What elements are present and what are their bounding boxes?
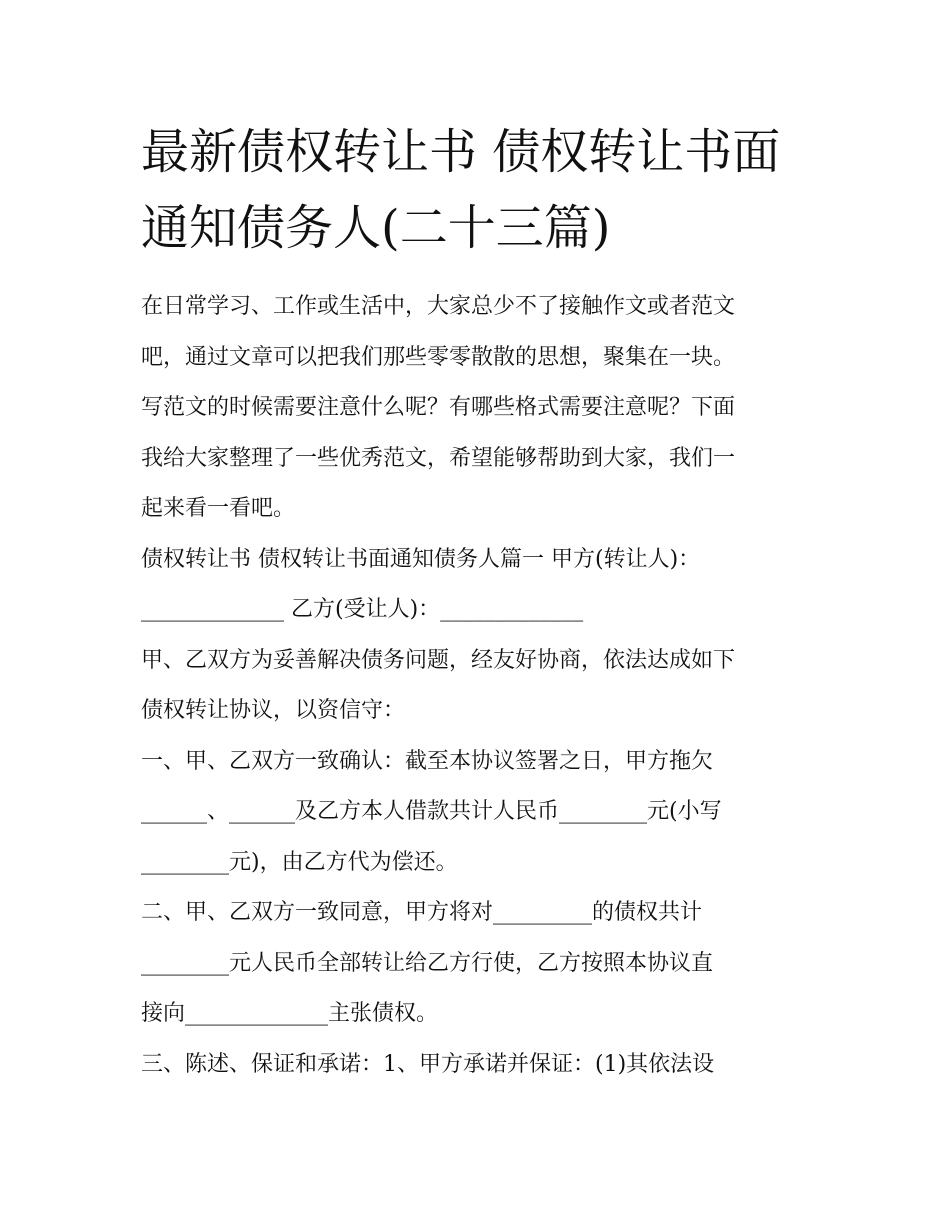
title-line: 通知债务人(二十三篇) [141, 200, 611, 256]
body-line: 三、陈述、保证和承诺：1、甲方承诺并保证：(1)其依法设 [141, 1051, 715, 1077]
document-page [141, 114, 821, 1090]
body-line: ________元人民币全部转让给乙方行使，乙方按照本协议直 [141, 950, 714, 976]
body-line: 债权转让书 债权转让书面通知债务人篇一 甲方(转让人)： [141, 546, 701, 572]
body-line: ______、______及乙方本人借款共计人民币________元(小写 [141, 799, 722, 824]
body-line: 我给大家整理了一些优秀范文，希望能够帮助到大家，我们一 [141, 445, 736, 471]
body-line: _____________ 乙方(受让人)：_____________ [141, 597, 584, 622]
body-line: 起来看一看吧。 [141, 496, 296, 521]
body-line: 在日常学习、工作或生活中，大家总少不了接触作文或者范文 [141, 294, 736, 319]
body-line: 一、甲、乙双方一致确认：截至本协议签署之日，甲方拖欠 [141, 748, 714, 774]
document-body [141, 282, 821, 1090]
body-line: 写范文的时候需要注意什么呢？有哪些格式需要注意呢？下面 [141, 395, 736, 420]
body-line: 接向_____________主张债权。 [141, 1001, 439, 1026]
body-line: ________元)，由乙方代为偿还。 [141, 849, 458, 875]
body-line: 吧，通过文章可以把我们那些零零散散的思想，聚集在一块。 [141, 344, 736, 370]
document-title [141, 114, 821, 266]
title-line: 最新债权转让书 债权转让书面 [141, 124, 781, 180]
body-line: 二、甲、乙双方一致同意，甲方将对_________的债权共计 [141, 900, 703, 925]
body-line: 债权转让协议，以资信守： [141, 698, 406, 723]
body-line: 甲、乙双方为妥善解决债务问题，经友好协商，依法达成如下 [141, 647, 736, 673]
